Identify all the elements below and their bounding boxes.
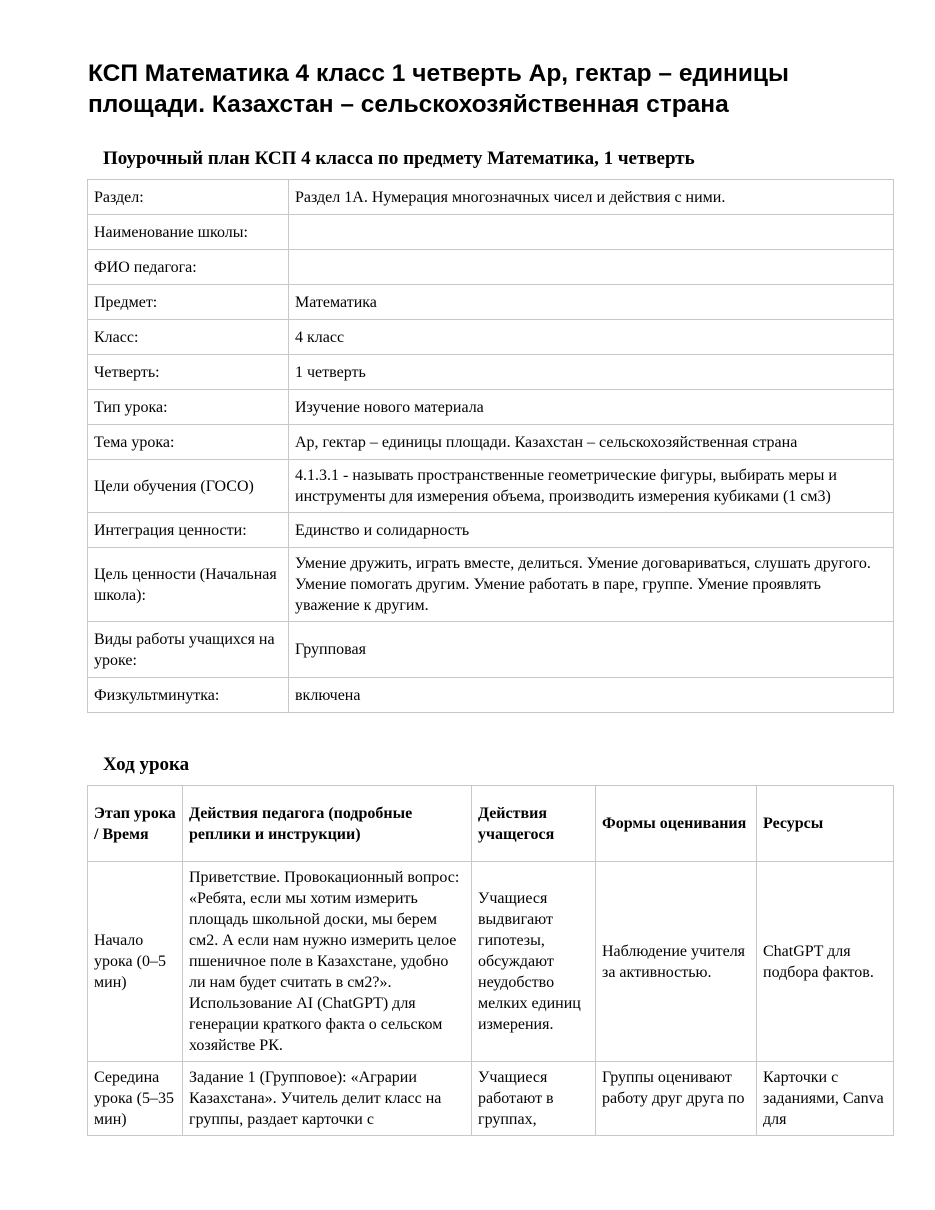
assessment-cell: Наблюдение учителя за активностью. [596, 862, 757, 1062]
column-header-teacher-actions: Действия педагога (подробные реплики и инструкции) [183, 786, 472, 862]
info-row-quarter [88, 355, 894, 390]
resources-cell: Карточки с заданиями, Canva для [757, 1062, 894, 1136]
info-row-goals [88, 460, 894, 513]
column-header-assessment: Формы оценивания [596, 786, 757, 862]
info-label: Класс: [88, 320, 289, 355]
info-label: Предмет: [88, 285, 289, 320]
info-value [289, 215, 894, 250]
table-row [88, 1062, 894, 1136]
column-header-stage: Этап урока / Время [88, 786, 183, 862]
info-label: Цель ценности (Начальная школа): [88, 548, 289, 622]
table-row [88, 862, 894, 1062]
info-label: Виды работы учащихся на уроке: [88, 622, 289, 678]
stage-cell: Начало урока (0–5 мин) [88, 862, 183, 1062]
assessment-cell: Группы оценивают работу друг друга по [596, 1062, 757, 1136]
plan-heading: Поурочный план КСП 4 класса по предмету Математика, 1 четверть [103, 148, 695, 169]
info-row-pe-break [88, 678, 894, 713]
info-row-lesson-type [88, 390, 894, 425]
info-label: Раздел: [88, 180, 289, 215]
info-value: Математика [289, 285, 894, 320]
info-row-value-integration [88, 513, 894, 548]
student-actions-cell: Учащиеся работают в группах, [472, 1062, 596, 1136]
info-row-school [88, 215, 894, 250]
lesson-info-table [87, 179, 894, 713]
info-label: Тип урока: [88, 390, 289, 425]
info-label: Цели обучения (ГОСО) [88, 460, 289, 513]
info-label: ФИО педагога: [88, 250, 289, 285]
info-label: Тема урока: [88, 425, 289, 460]
stage-cell: Середина урока (5–35 мин) [88, 1062, 183, 1136]
info-label: Наименование школы: [88, 215, 289, 250]
lesson-table-viewport [86, 779, 896, 1165]
info-value: 1 четверть [289, 355, 894, 390]
info-row-subject [88, 285, 894, 320]
info-value: Изучение нового материала [289, 390, 894, 425]
page-title: КСП Математика 4 класс 1 четверть Ар, гектар – единицы площади. Казахстан – сельскохозяйственная страна [88, 60, 789, 118]
teacher-actions-cell: Приветствие. Провокационный вопрос: «Ребята, если мы хотим измерить площадь школьной доски, мы берем см2. А если нам нужно измерить целое пшеничное поле в Казахстане, удобно ли нам будет считать в см2?». Использование AI (ChatGPT) для генерации краткого факта о сельском хозяйстве РК. [183, 862, 472, 1062]
info-value: Ар, гектар – единицы площади. Казахстан – сельскохозяйственная страна [289, 425, 894, 460]
info-row-teacher [88, 250, 894, 285]
info-row-topic [88, 425, 894, 460]
info-value: Умение дружить, играть вместе, делиться. Умение договариваться, слушать другого. Умение помогать другим. Умение работать в паре, группе. Умение проявлять уважение к другим. [289, 548, 894, 622]
info-value: Групповая [289, 622, 894, 678]
info-value [289, 250, 894, 285]
info-label: Физкультминутка: [88, 678, 289, 713]
info-row-work-types [88, 622, 894, 678]
info-row-section [88, 180, 894, 215]
info-row-value-goal [88, 548, 894, 622]
info-row-grade [88, 320, 894, 355]
student-actions-cell: Учащиеся выдвигают гипотезы, обсуждают неудобство мелких единиц измерения. [472, 862, 596, 1062]
info-value: 4 класс [289, 320, 894, 355]
lesson-heading: Ход урока [103, 754, 190, 775]
info-value: Единство и солидарность [289, 513, 894, 548]
info-value: Раздел 1А. Нумерация многозначных чисел и действия с ними. [289, 180, 894, 215]
teacher-actions-cell: Задание 1 (Групповое): «Аграрии Казахстана». Учитель делит класс на группы, раздает карточки с [183, 1062, 472, 1136]
info-value: включена [289, 678, 894, 713]
column-header-student-actions: Действия учащегося [472, 786, 596, 862]
info-label: Четверть: [88, 355, 289, 390]
info-value: 4.1.3.1 - называть пространственные геометрические фигуры, выбирать меры и инструменты для измерения объема, производить измерения кубиками (1 см3) [289, 460, 894, 513]
resources-cell: ChatGPT для подбора фактов. [757, 862, 894, 1062]
column-header-resources: Ресурсы [757, 786, 894, 862]
lesson-progress-table [87, 785, 894, 1136]
info-label: Интеграция ценности: [88, 513, 289, 548]
lesson-header-row [88, 786, 894, 862]
